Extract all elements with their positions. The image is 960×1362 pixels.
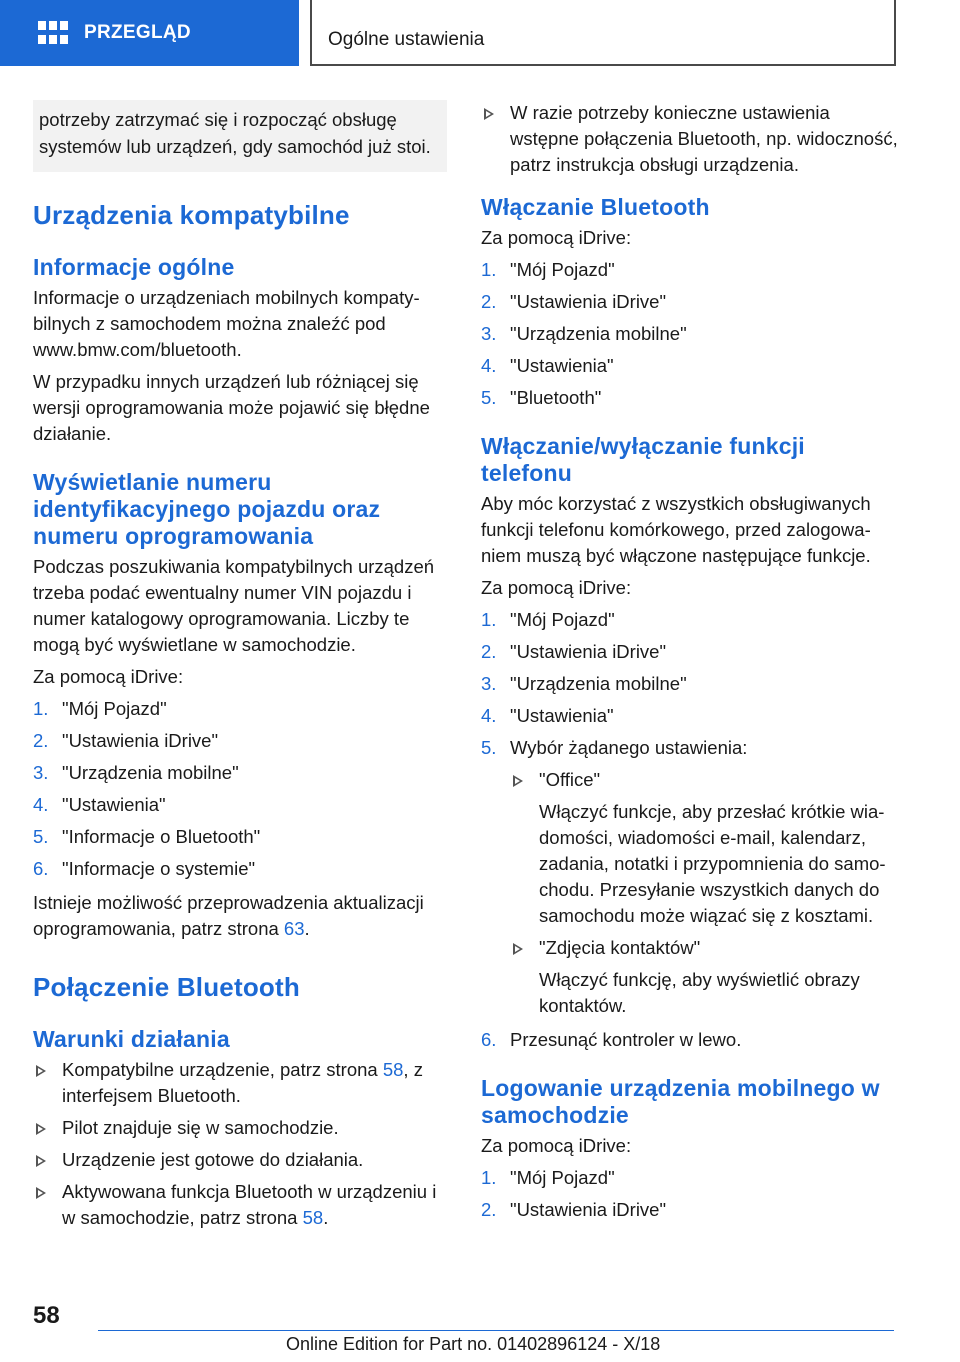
list-item: 1. "Mój Pojazd"	[481, 1167, 615, 1188]
heading-bluetooth-connection: Połączenie Bluetooth	[33, 972, 300, 1002]
list-item: 5. Wybór żądanego ustawienia: "Office" Włączyć funkcje, aby przesłać krótkie wiadomości, wiadomości e-mail, kalendarz, zadania, notatki i przypomnienia do samochodu. Przesyłanie wszystkich danych do samochodu może wiązać się z kosztami. "Zdjęcia kontaktów" Włączyć funkcję, aby wyświetlić obrazy kontaktów.	[481, 735, 901, 1019]
right-column	[481, 100, 901, 1231]
conditions-list	[33, 1057, 451, 1231]
paragraph-info-2: W przypadku innych urządzeń lub różniącej się wersji oprogramowania może pojawić się błędne działanie.	[33, 371, 430, 444]
office-description: Włączyć funkcje, aby przesłać krótkie wiadomości, wiadomości e-mail, kalendarz, zadania, notatki i przypomnienia do samochodu. Przesyłanie wszystkich danych do samochodu może wiązać się z kosztami.	[539, 801, 886, 926]
paragraph-info-1: Informacje o urządzeniach mobilnych kompatybilnych z samochodem można znaleźć pod www.bmw.com/bluetooth.	[33, 287, 420, 360]
heading-conditions: Warunki działania	[33, 1026, 230, 1052]
grid-menu-icon	[38, 21, 68, 45]
footer-divider	[98, 1330, 894, 1331]
note-box: potrzeby zatrzymać się i rozpocząć obsługę systemów lub urządzeń, gdy samochód już stoi.	[33, 100, 447, 172]
triangle-bullet-icon	[36, 1123, 46, 1135]
heading-phone-functions: Włączanie/wyłączanie funkcji telefonu	[481, 433, 805, 486]
list-item: 3. "Urządzenia mobilne"	[481, 673, 687, 694]
list-item: 4. "Ustawienia"	[481, 705, 614, 726]
triangle-bullet-icon	[36, 1187, 46, 1199]
list-item: Urządzenie jest gotowe do działania.	[33, 1147, 451, 1173]
prerequisite-list	[481, 100, 901, 178]
list-item: 2. "Ustawienia iDrive"	[481, 1199, 667, 1220]
paragraph-phone: Aby móc korzystać z wszystkich obsługiwanych funkcji telefonu komórkowego, przed zalogowaniem muszą być włączone następujące funkcje.	[481, 493, 871, 566]
steps-list-phone	[481, 607, 901, 1053]
footer-edition: Online Edition for Part no. 01402896124 - X/18	[286, 1334, 661, 1354]
list-item: 4. "Ustawienia"	[481, 355, 614, 376]
list-item: 6. Przesunąć kontroler w lewo.	[481, 1029, 742, 1050]
list-item: 3. "Urządzenia mobilne"	[481, 323, 687, 344]
list-item: "Office" Włączyć funkcje, aby przesłać krótkie wiadomości, wiadomości e-mail, kalendarz, zadania, notatki i przypomnienia do samochodu. Przesyłanie wszystkich danych do samochodu może wiązać się z kosztami.	[510, 767, 901, 929]
section-header	[310, 0, 896, 66]
list-item: 2. "Ustawienia iDrive"	[481, 641, 667, 662]
photos-description: Włączyć funkcję, aby wyświetlić obrazy kontaktów.	[539, 969, 860, 1016]
paragraph-idrive: Za pomocą iDrive:	[33, 666, 184, 687]
list-item: 1. "Mój Pojazd"	[481, 259, 615, 280]
triangle-bullet-icon	[484, 108, 494, 120]
heading-enable-bluetooth: Włączanie Bluetooth	[481, 194, 710, 220]
list-item: Aktywowana funkcja Bluetooth w urządzeniu i w samochodzie, patrz strona 58.	[33, 1179, 451, 1231]
triangle-bullet-icon	[513, 943, 523, 955]
paragraph-idrive: Za pomocą iDrive:	[481, 1135, 632, 1156]
list-item: 2. "Ustawienia iDrive"	[33, 730, 219, 751]
overview-tab-label: PRZEGLĄD	[84, 22, 191, 43]
left-column	[33, 100, 451, 1239]
list-item: 4. "Ustawienia"	[33, 794, 166, 815]
section-title: Ogólne ustawienia	[328, 29, 485, 50]
heading-compatible-devices: Urządzenia kompatybilne	[33, 200, 350, 230]
list-item: 3. "Urządzenia mobilne"	[33, 762, 239, 783]
page-link-63[interactable]: 63	[283, 918, 305, 939]
triangle-bullet-icon	[36, 1065, 46, 1077]
paragraph-vin: Podczas poszukiwania kompatybilnych urządzeń trzeba podać ewentualny numer VIN pojazdu i numer katalogowy oprogramowania. Liczby te mogą być wyświetlane w samochodzie.	[33, 556, 435, 655]
triangle-bullet-icon	[36, 1155, 46, 1167]
paragraph-idrive: Za pomocą iDrive:	[481, 227, 632, 248]
list-item: 6. "Informacje o systemie"	[33, 858, 256, 879]
list-item: 1. "Mój Pojazd"	[33, 698, 167, 719]
page-number: 58	[33, 1302, 60, 1329]
steps-list-info	[33, 696, 451, 882]
list-item: 5. "Bluetooth"	[481, 387, 602, 408]
settings-sub-list	[510, 767, 901, 1019]
list-item: 2. "Ustawienia iDrive"	[481, 291, 667, 312]
page-link-58[interactable]: 58	[382, 1059, 404, 1080]
list-item: Kompatybilne urządzenie, patrz strona 58, z interfejsem Bluetooth.	[33, 1057, 451, 1109]
list-item: 1. "Mój Pojazd"	[481, 609, 615, 630]
list-item: 5. "Informacje o Bluetooth"	[33, 826, 261, 847]
paragraph-idrive: Za pomocą iDrive:	[481, 577, 632, 598]
list-item: W razie potrzeby konieczne ustawienia wstępne połączenia Bluetooth, np. widoczność, patrz instrukcja obsługi urządzenia.	[481, 100, 901, 178]
paragraph-update: Istnieje możliwość przeprowadzenia aktualizacji oprogramowania, patrz strona 63.	[33, 892, 424, 939]
heading-vin-display: Wyświetlanie numeru identyfikacyjnego pojazdu oraz numeru oprogramowania	[33, 469, 381, 549]
list-item: Pilot znajduje się w samochodzie.	[33, 1115, 451, 1141]
overview-tab[interactable]	[0, 0, 299, 66]
page-link-58[interactable]: 58	[302, 1207, 324, 1228]
steps-list-bluetooth	[481, 257, 901, 411]
heading-login-device: Logowanie urządzenia mobilnego w samochodzie	[481, 1075, 880, 1128]
steps-list-login	[481, 1165, 901, 1223]
triangle-bullet-icon	[513, 775, 523, 787]
list-item: "Zdjęcia kontaktów" Włączyć funkcję, aby wyświetlić obrazy kontaktów.	[510, 935, 901, 1019]
heading-general-info: Informacje ogólne	[33, 254, 235, 280]
